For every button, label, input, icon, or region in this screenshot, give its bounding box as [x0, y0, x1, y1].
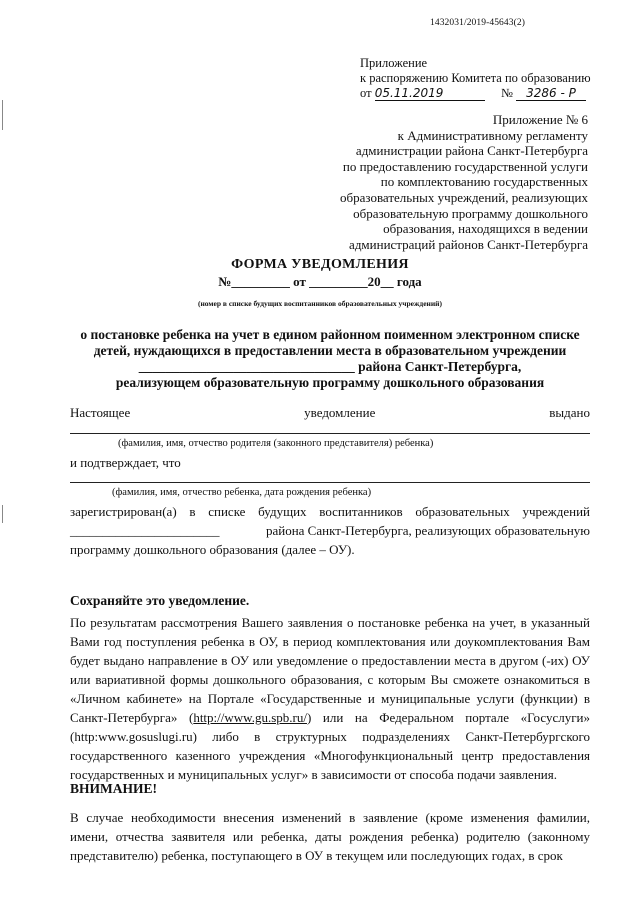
save-paragraph	[70, 613, 590, 784]
appendix-6-line: Приложение № 6	[492, 112, 588, 127]
subject-line: детей, нуждающихся в предоставлении места в образовательном учреждении	[93, 343, 567, 358]
attention-heading: ВНИМАНИЕ!	[70, 781, 157, 796]
subject-line: о постановке ребенка на учет в едином районном поименном электронном списке	[80, 327, 580, 342]
save-text: По результатам рассмотрения Вашего заявления о постановке ребенка на учет, в указанный Вами год поступления ребенка в ОУ, в период комплектования или доукомплектования Вам будет выдано направление в ОУ или уведомление о предоставлении места в другом (-их) ОУ или вариативной формы дошкольного образования, с которым Вы сможете ознакомиться в «Личном кабинете» на Портале «Государственные и муниципальные услуги (функции) в Санкт-Петербурга» (	[70, 615, 590, 725]
appendix-6-line: образовательных учреждений, реализующих	[340, 189, 588, 205]
form-number-note: (номер в списке будущих воспитанников образовательных учреждений)	[197, 299, 442, 308]
order-date: 05.11.2019	[375, 87, 485, 101]
document-id: 1432031/2019-45643(2)	[430, 18, 525, 28]
appendix-6-block	[298, 112, 588, 252]
registered-line-rest: района Санкт-Петербурга, реализующих образовательную	[265, 523, 590, 538]
registered-paragraph	[70, 502, 590, 559]
registered-line: зарегистрирован(а) в списке будущих воспитанников образовательных учреждений	[70, 504, 590, 519]
appendix-date-number	[360, 86, 591, 101]
number-prefix: №	[500, 86, 513, 100]
gu-spb-link[interactable]: http://www.gu.spb.ru/	[193, 710, 307, 725]
scan-edge-mark	[2, 100, 3, 130]
appendix-6-line: к Административному регламенту	[397, 127, 588, 143]
appendix-order-ref: к распоряжению Комитета по образованию	[360, 71, 591, 85]
attention-paragraph: В случае необходимости внесения изменений в заявление (кроме изменения фамилии, имени, отчества заявителя или ребенка, даты рождения ребенка) родителю (законному представителю) ребенка, поступающего в ОУ в текущем или последующих годах, в срок	[70, 810, 590, 863]
order-number: 3286 - Р	[516, 87, 586, 101]
issued-word: Настоящее	[70, 405, 131, 420]
subject-line: реализующем образовательную программу дошкольного образования	[115, 375, 545, 390]
save-text-cont: ) или на Федеральном портале «Госуслуги» (http:www.gosuslugi.ru) либо в структурных подразделениях Санкт-Петербургского государственного казенного учреждения «Многофункциональный центр предоставления государственных и муниципальных услуг» в зависимости от способа подачи заявления.	[70, 710, 590, 782]
subject-line: ________________________________ района Санкт-Петербурга,	[138, 359, 522, 374]
parent-name-line	[70, 433, 590, 434]
parent-caption: (фамилия, имя, отчество родителя (законного представителя) ребенка)	[118, 438, 434, 449]
appendix-6-line: администраций районов Санкт-Петербурга	[349, 236, 588, 252]
registered-line	[70, 521, 590, 540]
form-number-line: №_________ от _________20__ года	[218, 274, 422, 289]
appendix-label: Приложение	[360, 56, 428, 70]
form-title: ФОРМА УВЕДОМЛЕНИЯ	[231, 257, 409, 272]
date-prefix: от	[360, 86, 372, 100]
child-name-line	[70, 482, 590, 483]
issued-word: выдано	[549, 405, 590, 420]
form-subject	[60, 327, 600, 391]
issued-row	[70, 405, 590, 421]
appendix-6-line: администрации района Санкт-Петербурга	[355, 143, 588, 159]
appendix-6-line: по предоставлению государственной услуги	[342, 158, 588, 174]
child-caption: (фамилия, имя, отчество ребенка, дата рождения ребенка)	[112, 487, 372, 498]
appendix-to-order	[360, 56, 591, 101]
appendix-6-line: образования, находящихся в ведении	[383, 221, 588, 237]
appendix-6-line: по комплектованию государственных	[380, 174, 588, 190]
issued-word: уведомление	[304, 405, 376, 420]
scan-edge-mark	[2, 505, 3, 523]
registered-line: программу дошкольного образования (далее – ОУ).	[70, 542, 355, 557]
district-blank: _______________________	[70, 523, 220, 538]
appendix-6-line: образовательную программу дошкольного	[353, 205, 588, 221]
save-heading: Сохраняйте это уведомление.	[70, 593, 250, 608]
confirms-text: и подтверждает, что	[70, 455, 181, 470]
